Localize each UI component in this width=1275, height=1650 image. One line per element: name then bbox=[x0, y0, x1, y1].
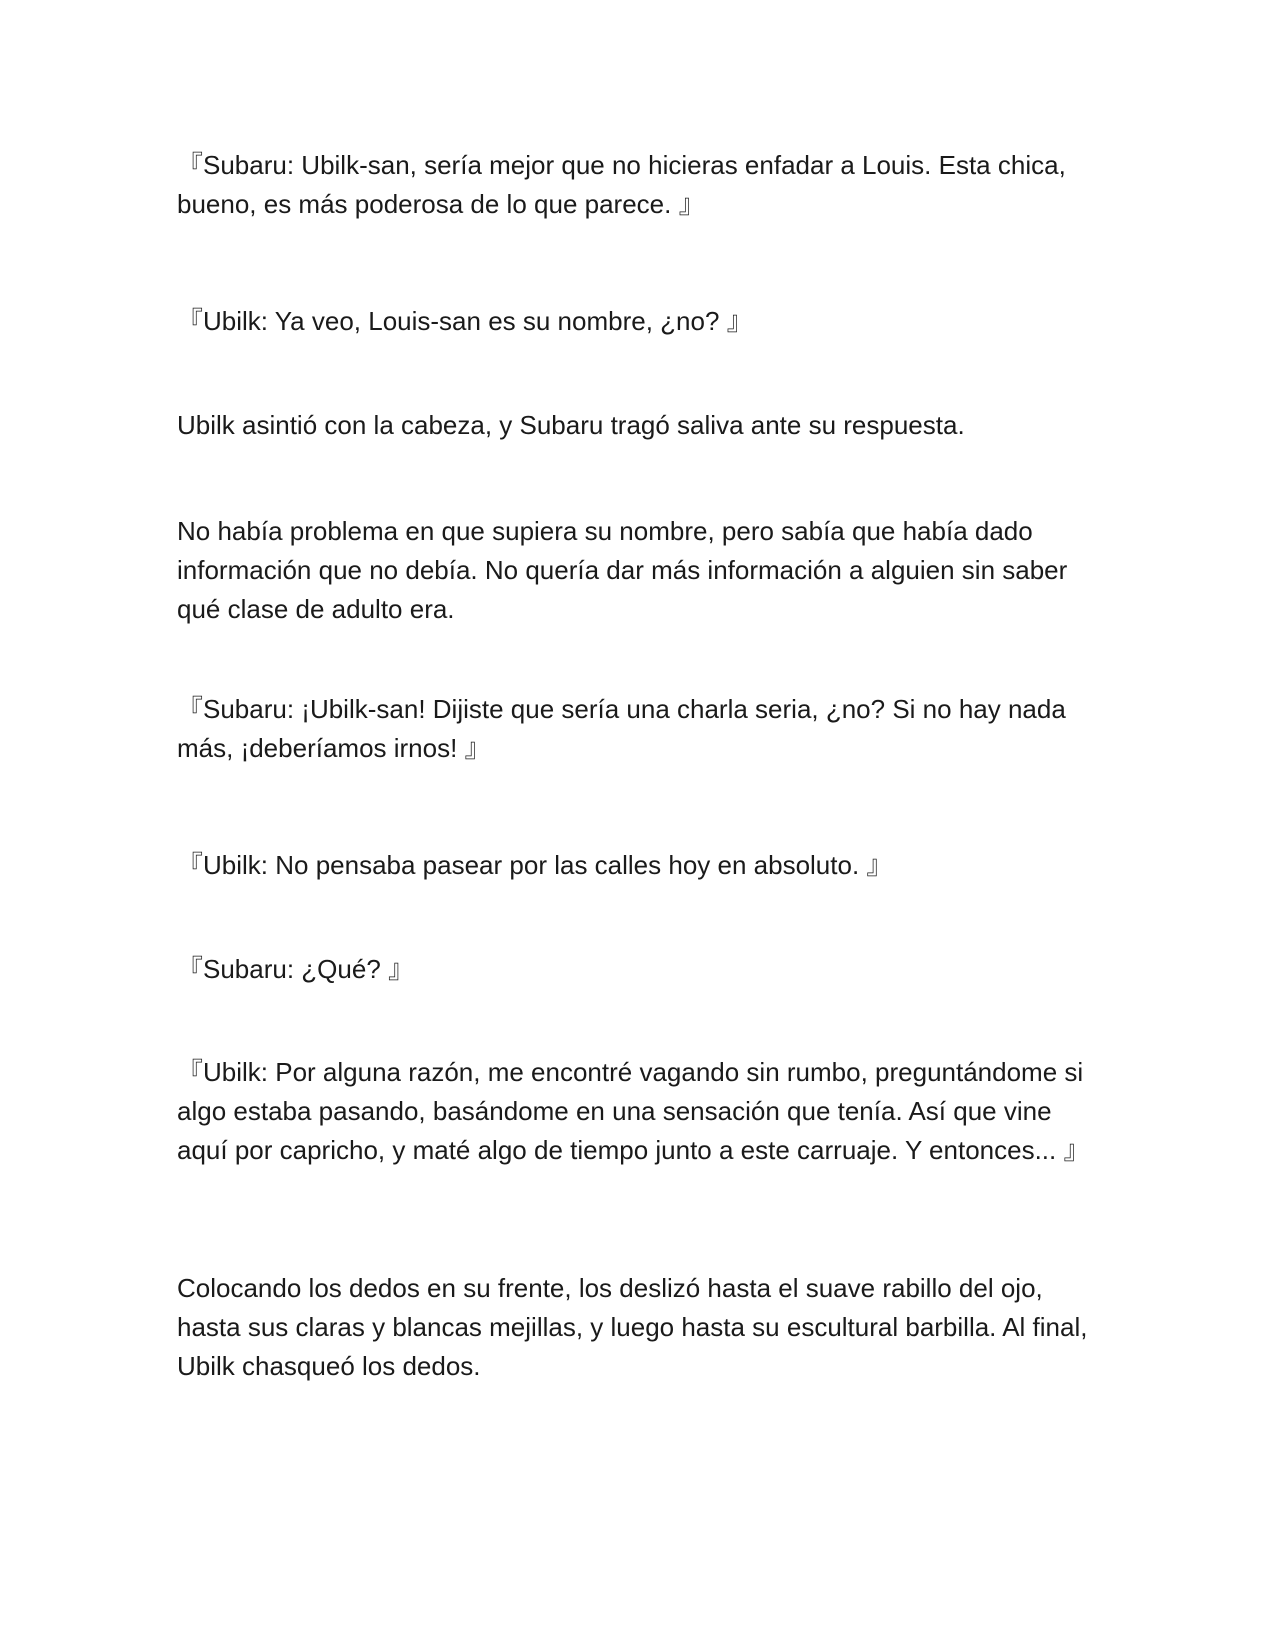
dialogue-ubilk-wandering: 『Ubilk: Por alguna razón, me encontré vagando sin rumbo, preguntándome si algo estaba pasando, basándome en una sensación que tenía. Así que vine aquí por capricho, y maté algo de tiempo junto a este carruaje. Y entonces... 』 bbox=[177, 1057, 1090, 1165]
narration-nod: Ubilk asintió con la cabeza, y Subaru tragó saliva ante su respuesta. bbox=[177, 410, 965, 440]
narration-information: No había problema en que supiera su nombre, pero sabía que había dado información que no debía. No quería dar más información a alguien sin saber qué clase de adulto era. bbox=[177, 516, 1068, 624]
dialogue-ubilk-streets: 『Ubilk: No pensaba pasear por las calles hoy en absoluto. 』 bbox=[177, 850, 893, 880]
dialogue-ubilk-name: 『Ubilk: Ya veo, Louis-san es su nombre, ¿no? 』 bbox=[177, 306, 753, 336]
dialogue-subaru-what: 『Subaru: ¿Qué? 』 bbox=[177, 954, 414, 984]
dialogue-subaru-warning: 『Subaru: Ubilk-san, sería mejor que no hicieras enfadar a Louis. Esta chica, bueno, es más poderosa de lo que parece. 』 bbox=[177, 150, 1066, 219]
narration-snap: Colocando los dedos en su frente, los deslizó hasta el suave rabillo del ojo, hasta sus claras y blancas mejillas, y luego hasta su escultural barbilla. Al final, Ubilk chasqueó los dedos. bbox=[177, 1273, 1088, 1381]
dialogue-subaru-leave: 『Subaru: ¡Ubilk-san! Dijiste que sería una charla seria, ¿no? Si no hay nada más, ¡deberíamos irnos! 』 bbox=[177, 694, 1066, 763]
